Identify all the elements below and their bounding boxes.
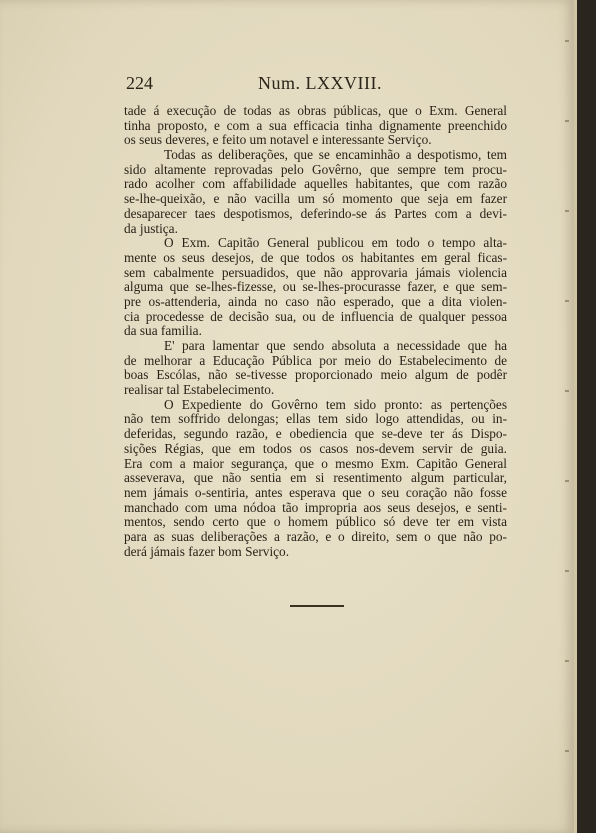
text-line: da justiça. [124,220,178,236]
text-line: cia procedesse de decisão sua, ou de influencia de qualquer pessoa [124,308,507,324]
text-line: tade á execução de todas as obras públicas, que o Exm. General [124,103,507,118]
text-line: O Expediente do Govêrno tem sido pronto: as pertenções [164,396,507,412]
text-line: rado acolher com affabilidade aquelles habitantes, que com razão [124,176,507,192]
text-line: deferidas, segundo razão, e obediencia que se-deve ter ás Dispo- [124,426,507,442]
text-line: sido altamente reprovadas pelo Govêrno, que sempre tem procu- [124,161,507,177]
running-title: Num. LXXVIII. [258,73,382,93]
closing-rule [290,605,344,607]
text-line: sem cabalmente persuadidos, que não approvaria jámais violencia [124,264,507,280]
text-line: não tem soffrido delongas; ellas tem sido logo attendidas, ou in- [124,411,507,427]
text-line: tinha proposto, e com a sua efficacia tinha dignamente preenchido [124,117,507,133]
text-line: sições Régias, que em todos os casos nos-devem servir de guia. [124,440,507,456]
text-line: se-lhe-queixão, e não vacilla um só momento que seja em fazer [124,191,507,207]
text-line: O Exm. Capitão General publicou em todo o tempo alta- [164,235,507,251]
page-edge-marks [561,0,573,833]
text-line: desaparecer taes despotismos, deferindo-se ás Partes com a devi- [124,205,507,221]
text-line: derá jámais fazer bom Serviço. [124,543,290,559]
text-line: da sua familia. [124,323,202,339]
text-line: mente os seus desejos, de que todos os habitantes em geral ficas- [124,249,507,265]
text-line: realisar tal Estabelecimento. [124,382,275,398]
text-line: nem jámais o-sentiria, antes esperava que o seu coração não fosse [124,484,507,500]
page-header [126,73,478,99]
text-line: de melhorar a Educação Pública por meio do Estabelecimento de [124,352,507,368]
text-line: E' para lamentar que sendo absoluta a necessidade que ha [164,338,507,353]
text-line: Todas as deliberações, que se encaminhão a despotismo, tem [164,147,507,163]
page-number: 224 [126,73,153,93]
text-line: para as suas deliberações a razão, e o direito, sem o que não po- [124,528,507,544]
text-line: asseverava, que não sentia em si resentimento algum particular, [124,470,507,486]
text-line: manchado com uma nódoa tão impropria aos seus desejos, e senti- [124,499,507,515]
page-edge [574,0,577,833]
text-line: Era com a maior segurança, que o mesmo Exm. Capitão General [124,455,507,471]
text-line: mentos, sendo certo que o homem público só deve ter em vista [124,514,507,530]
body-text [124,104,507,559]
text-line: os seus deveres, e feito um notavel e interessante Serviço. [124,132,432,148]
text-line: pre os-attenderia, ainda no caso não esperado, que a dita violen- [124,293,507,309]
text-line: boas Escólas, não se-tivesse proporcionado meio algum de podêr [124,367,507,383]
text-line: alguma que se-lhes-fizesse, ou se-lhes-procurasse fazer, e que sem- [124,279,507,295]
